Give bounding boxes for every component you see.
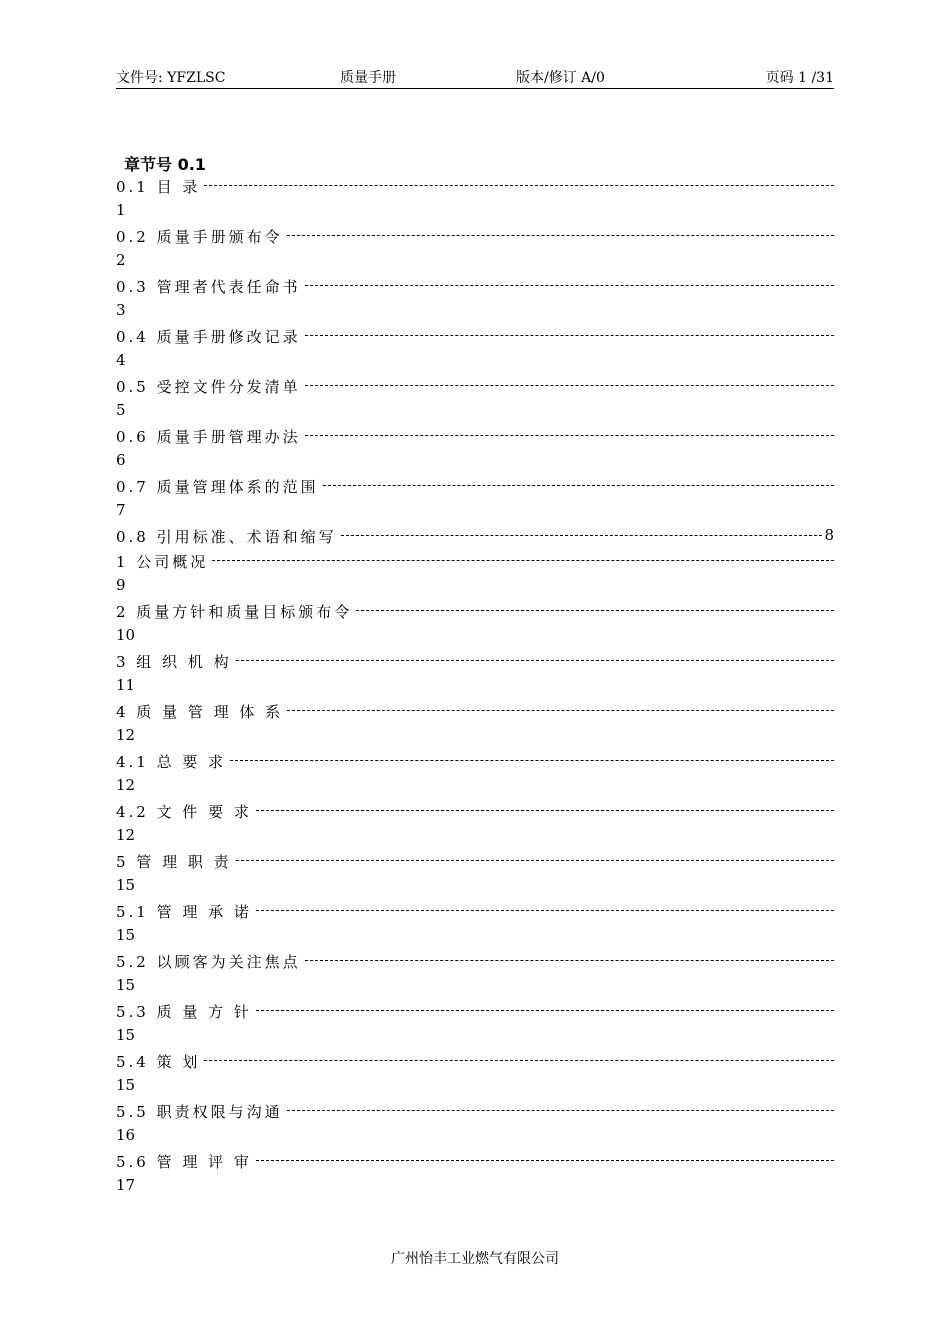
toc-page-line bbox=[116, 1176, 834, 1201]
toc-entry[interactable] bbox=[116, 1151, 834, 1176]
toc-leader-dashes bbox=[204, 1060, 834, 1061]
toc-entry[interactable] bbox=[116, 901, 834, 926]
page-number: 页码 1 /31 bbox=[765, 70, 834, 86]
toc-leader-dashes bbox=[305, 285, 834, 286]
toc-page-line bbox=[116, 351, 834, 376]
toc-entry-page: 10 bbox=[116, 626, 136, 644]
toc-entry-title: 0.5 受控文件分发清单 bbox=[116, 378, 301, 396]
toc-page-line bbox=[116, 1076, 834, 1101]
toc-entry-title: 4.1 总 要 求 bbox=[116, 753, 227, 771]
toc-leader-dashes bbox=[236, 860, 834, 861]
toc-entry-title: 0.1 目 录 bbox=[116, 178, 201, 196]
toc-entry-title: 4.2 文 件 要 求 bbox=[116, 803, 252, 821]
toc-entry-page: 12 bbox=[116, 726, 136, 744]
toc-entry-page: 6 bbox=[116, 451, 126, 469]
toc-page-line bbox=[116, 726, 834, 751]
toc-entry[interactable] bbox=[116, 226, 834, 251]
toc-entry-title: 2 质量方针和质量目标颁布令 bbox=[116, 603, 353, 621]
table-of-contents bbox=[116, 176, 834, 1201]
toc-entry-title: 5 管 理 职 责 bbox=[116, 853, 232, 871]
toc-entry[interactable] bbox=[116, 276, 834, 301]
toc-leader-dashes bbox=[256, 1010, 834, 1011]
toc-page-line bbox=[116, 876, 834, 901]
toc-page-line bbox=[116, 826, 834, 851]
toc-entry[interactable] bbox=[116, 476, 834, 501]
toc-leader-dashes bbox=[305, 960, 834, 961]
toc-entry[interactable] bbox=[116, 751, 834, 776]
toc-entry-title: 5.6 管 理 评 审 bbox=[116, 1153, 252, 1171]
toc-entry-page: 9 bbox=[116, 576, 126, 594]
toc-entry[interactable] bbox=[116, 601, 834, 626]
toc-leader-dashes bbox=[230, 760, 834, 761]
toc-entry[interactable] bbox=[116, 1101, 834, 1126]
toc-entry-page: 4 bbox=[116, 351, 126, 369]
toc-entry-title: 5.3 质 量 方 针 bbox=[116, 1003, 252, 1021]
toc-entry[interactable] bbox=[116, 376, 834, 401]
toc-leader-dashes bbox=[356, 610, 834, 611]
toc-entry-page: 5 bbox=[116, 401, 126, 419]
toc-entry-title: 0.4 质量手册修改记录 bbox=[116, 328, 301, 346]
toc-entry-page: 15 bbox=[116, 976, 136, 994]
toc-entry-title: 0.2 质量手册颁布令 bbox=[116, 228, 283, 246]
toc-page-line bbox=[116, 451, 834, 476]
document-number: 文件号: YFZLSC bbox=[116, 70, 226, 86]
toc-entry-page: 8 bbox=[824, 526, 834, 544]
toc-entry[interactable] bbox=[116, 551, 834, 576]
toc-entry[interactable] bbox=[116, 701, 834, 726]
toc-entry-page: 3 bbox=[116, 301, 126, 319]
toc-entry-title: 5.2 以顾客为关注焦点 bbox=[116, 953, 301, 971]
toc-leader-dashes bbox=[323, 485, 834, 486]
toc-entry[interactable] bbox=[116, 1001, 834, 1026]
toc-entry-title: 5.4 策 划 bbox=[116, 1053, 201, 1071]
toc-page-line bbox=[116, 1126, 834, 1151]
toc-entry-page: 17 bbox=[116, 1176, 136, 1194]
toc-entry[interactable] bbox=[116, 951, 834, 976]
toc-entry[interactable] bbox=[116, 326, 834, 351]
toc-page-line bbox=[116, 251, 834, 276]
document-title: 质量手册 bbox=[340, 70, 396, 86]
toc-entry-title: 1 公司概况 bbox=[116, 553, 209, 571]
toc-page-line bbox=[116, 1026, 834, 1051]
toc-entry[interactable] bbox=[116, 1051, 834, 1076]
toc-entry-page: 12 bbox=[116, 776, 136, 794]
toc-entry[interactable] bbox=[116, 426, 834, 451]
toc-entry-page: 1 bbox=[116, 201, 126, 219]
company-footer: 广州怡丰工业燃气有限公司 bbox=[391, 1251, 559, 1267]
toc-page-line bbox=[116, 576, 834, 601]
toc-leader-dashes bbox=[341, 535, 822, 536]
chapter-heading: 章节号 0.1 bbox=[124, 155, 206, 174]
page-header bbox=[116, 66, 834, 89]
toc-page-line bbox=[116, 301, 834, 326]
toc-leader-dashes bbox=[305, 435, 834, 436]
toc-leader-dashes bbox=[256, 1160, 834, 1161]
toc-entry[interactable] bbox=[116, 851, 834, 876]
toc-page-line bbox=[116, 201, 834, 226]
toc-entry[interactable] bbox=[116, 526, 834, 551]
toc-entry-page: 7 bbox=[116, 501, 126, 519]
toc-leader-dashes bbox=[287, 710, 834, 711]
toc-entry[interactable] bbox=[116, 176, 834, 201]
toc-page-line bbox=[116, 976, 834, 1001]
toc-leader-dashes bbox=[287, 235, 834, 236]
toc-entry-title: 5.5 职责权限与沟通 bbox=[116, 1103, 283, 1121]
toc-leader-dashes bbox=[256, 810, 834, 811]
toc-entry-page: 11 bbox=[116, 676, 136, 694]
version-revision: 版本/修订 A/0 bbox=[516, 70, 605, 86]
toc-entry[interactable] bbox=[116, 801, 834, 826]
toc-entry-title: 0.6 质量手册管理办法 bbox=[116, 428, 301, 446]
toc-entry-page: 15 bbox=[116, 1076, 136, 1094]
toc-entry[interactable] bbox=[116, 651, 834, 676]
toc-leader-dashes bbox=[236, 660, 834, 661]
toc-leader-dashes bbox=[204, 185, 834, 186]
toc-entry-title: 0.7 质量管理体系的范围 bbox=[116, 478, 319, 496]
toc-page-line bbox=[116, 926, 834, 951]
toc-page-line bbox=[116, 676, 834, 701]
toc-page-line bbox=[116, 626, 834, 651]
toc-entry-page: 15 bbox=[116, 926, 136, 944]
toc-entry-title: 0.8 引用标准、术语和缩写 bbox=[116, 528, 337, 546]
toc-leader-dashes bbox=[287, 1110, 834, 1111]
toc-page-line bbox=[116, 776, 834, 801]
toc-leader-dashes bbox=[305, 385, 834, 386]
toc-entry-title: 3 组 织 机 构 bbox=[116, 653, 232, 671]
toc-entry-title: 4 质 量 管 理 体 系 bbox=[116, 703, 284, 721]
toc-leader-dashes bbox=[256, 910, 834, 911]
toc-page-line bbox=[116, 501, 834, 526]
toc-entry-title: 0.3 管理者代表任命书 bbox=[116, 278, 301, 296]
toc-entry-page: 16 bbox=[116, 1126, 136, 1144]
toc-leader-dashes bbox=[212, 560, 834, 561]
toc-entry-page: 12 bbox=[116, 826, 136, 844]
toc-leader-dashes bbox=[305, 335, 834, 336]
toc-entry-page: 2 bbox=[116, 251, 126, 269]
toc-entry-title: 5.1 管 理 承 诺 bbox=[116, 903, 252, 921]
toc-entry-page: 15 bbox=[116, 1026, 136, 1044]
toc-entry-page: 15 bbox=[116, 876, 136, 894]
toc-page-line bbox=[116, 401, 834, 426]
